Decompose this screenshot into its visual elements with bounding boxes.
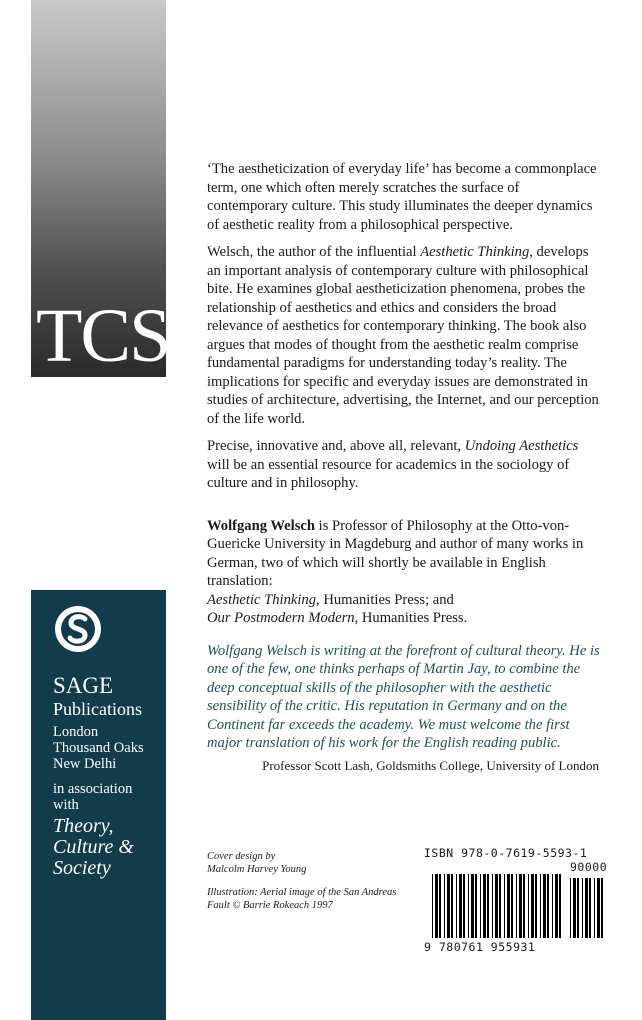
author-name: Wolfgang Welsch: [207, 517, 315, 534]
blurb-paragraph-1: ‘The aestheticization of everyday life’ has become a commonplace term, one which often merely scratches the surface of contemporary culture. This study illuminates the deeper dynamics of aesthetic reality from a philosophical perspective.: [207, 161, 597, 233]
blurb-column: [207, 160, 602, 774]
association-line: with: [53, 797, 79, 813]
city: London: [53, 724, 99, 740]
text-run: is Professor of Philosophy at the Otto-von-Guericke University in Magdeburg and author of many works in German, two of which will shortly be available in English translation:: [207, 517, 584, 589]
text-run: , Humanities Press; and: [316, 591, 454, 608]
blurb-paragraph-2: [207, 243, 602, 428]
author-bio: [207, 517, 602, 628]
series-line: Theory,: [53, 815, 114, 837]
text-run: Welsch, the author of the influential: [207, 244, 421, 260]
city: New Delhi: [53, 756, 117, 772]
credit-label: Cover design by: [207, 851, 276, 862]
book-title: Aesthetic Thinking: [207, 591, 317, 608]
text-run: Precise, innovative and, above all, relevant,: [207, 438, 465, 454]
series-full-name: [53, 816, 134, 879]
sage-logo-icon: [53, 604, 103, 654]
text-run: , Humanities Press.: [354, 610, 468, 626]
endorsement-attribution: Professor Scott Lash, Goldsmiths College, University of London: [262, 757, 599, 773]
association-label: [53, 781, 132, 813]
series-abbrev: TCS: [36, 294, 170, 378]
association-line: in association: [53, 781, 133, 797]
illustration-credit: Illustration: Aerial image of the San Andreas Fault © Barrie Rokeach 1997: [207, 887, 397, 911]
series-line: Society: [53, 857, 111, 879]
endorsement-quote: Wolfgang Welsch is writing at the forefront of cultural theory. He is one of the few, one thinks perhaps of Martin Jay, to combine the deep conceptual skills of the philosopher with the aesthetic sensibility of the critic. His reputation in Germany and on the Continent far exceeds the academy. We must welcome the first major translation of his work for the English reading public.: [207, 642, 600, 751]
text-run: , develops an important analysis of contemporary culture with philosophical bite. He examines global aestheticization phenomena, probes the relationship of aesthetics and ethics and considers the broad relevance of aesthetics for contemporary thinking. The book also argues that modes of thought from the aesthetic realm comprise fundamental paradigms for understanding today’s reality. The implications for specific and everyday issues are demonstrated in studies of architecture, advertising, the Internet, and our perception of the life world.: [207, 244, 599, 427]
publisher-cities: [53, 724, 144, 772]
isbn-text: ISBN 978-0-7619-5593-1: [424, 846, 588, 860]
publisher-name: SAGE: [53, 673, 114, 698]
series-line: Culture &: [53, 836, 134, 858]
blurb-paragraph-3: [207, 437, 602, 493]
city: Thousand Oaks: [53, 740, 144, 756]
designer-name: Malcolm Harvey Young: [207, 864, 307, 875]
book-title: Our Postmodern Modern: [207, 610, 355, 626]
price-code: 90000: [570, 860, 608, 874]
publisher-subtitle: Publications: [53, 699, 142, 719]
barcode-digits: 9 780761 955931: [424, 940, 536, 954]
book-title: Undoing Aesthetics: [464, 438, 579, 454]
cover-credits: [207, 850, 407, 922]
publisher-panel: [31, 590, 166, 1020]
text-run: will be an essential resource for academics in the sociology of culture and in philosophy.: [207, 456, 570, 491]
book-title: Aesthetic Thinking: [420, 244, 530, 260]
design-credit: [207, 850, 407, 876]
